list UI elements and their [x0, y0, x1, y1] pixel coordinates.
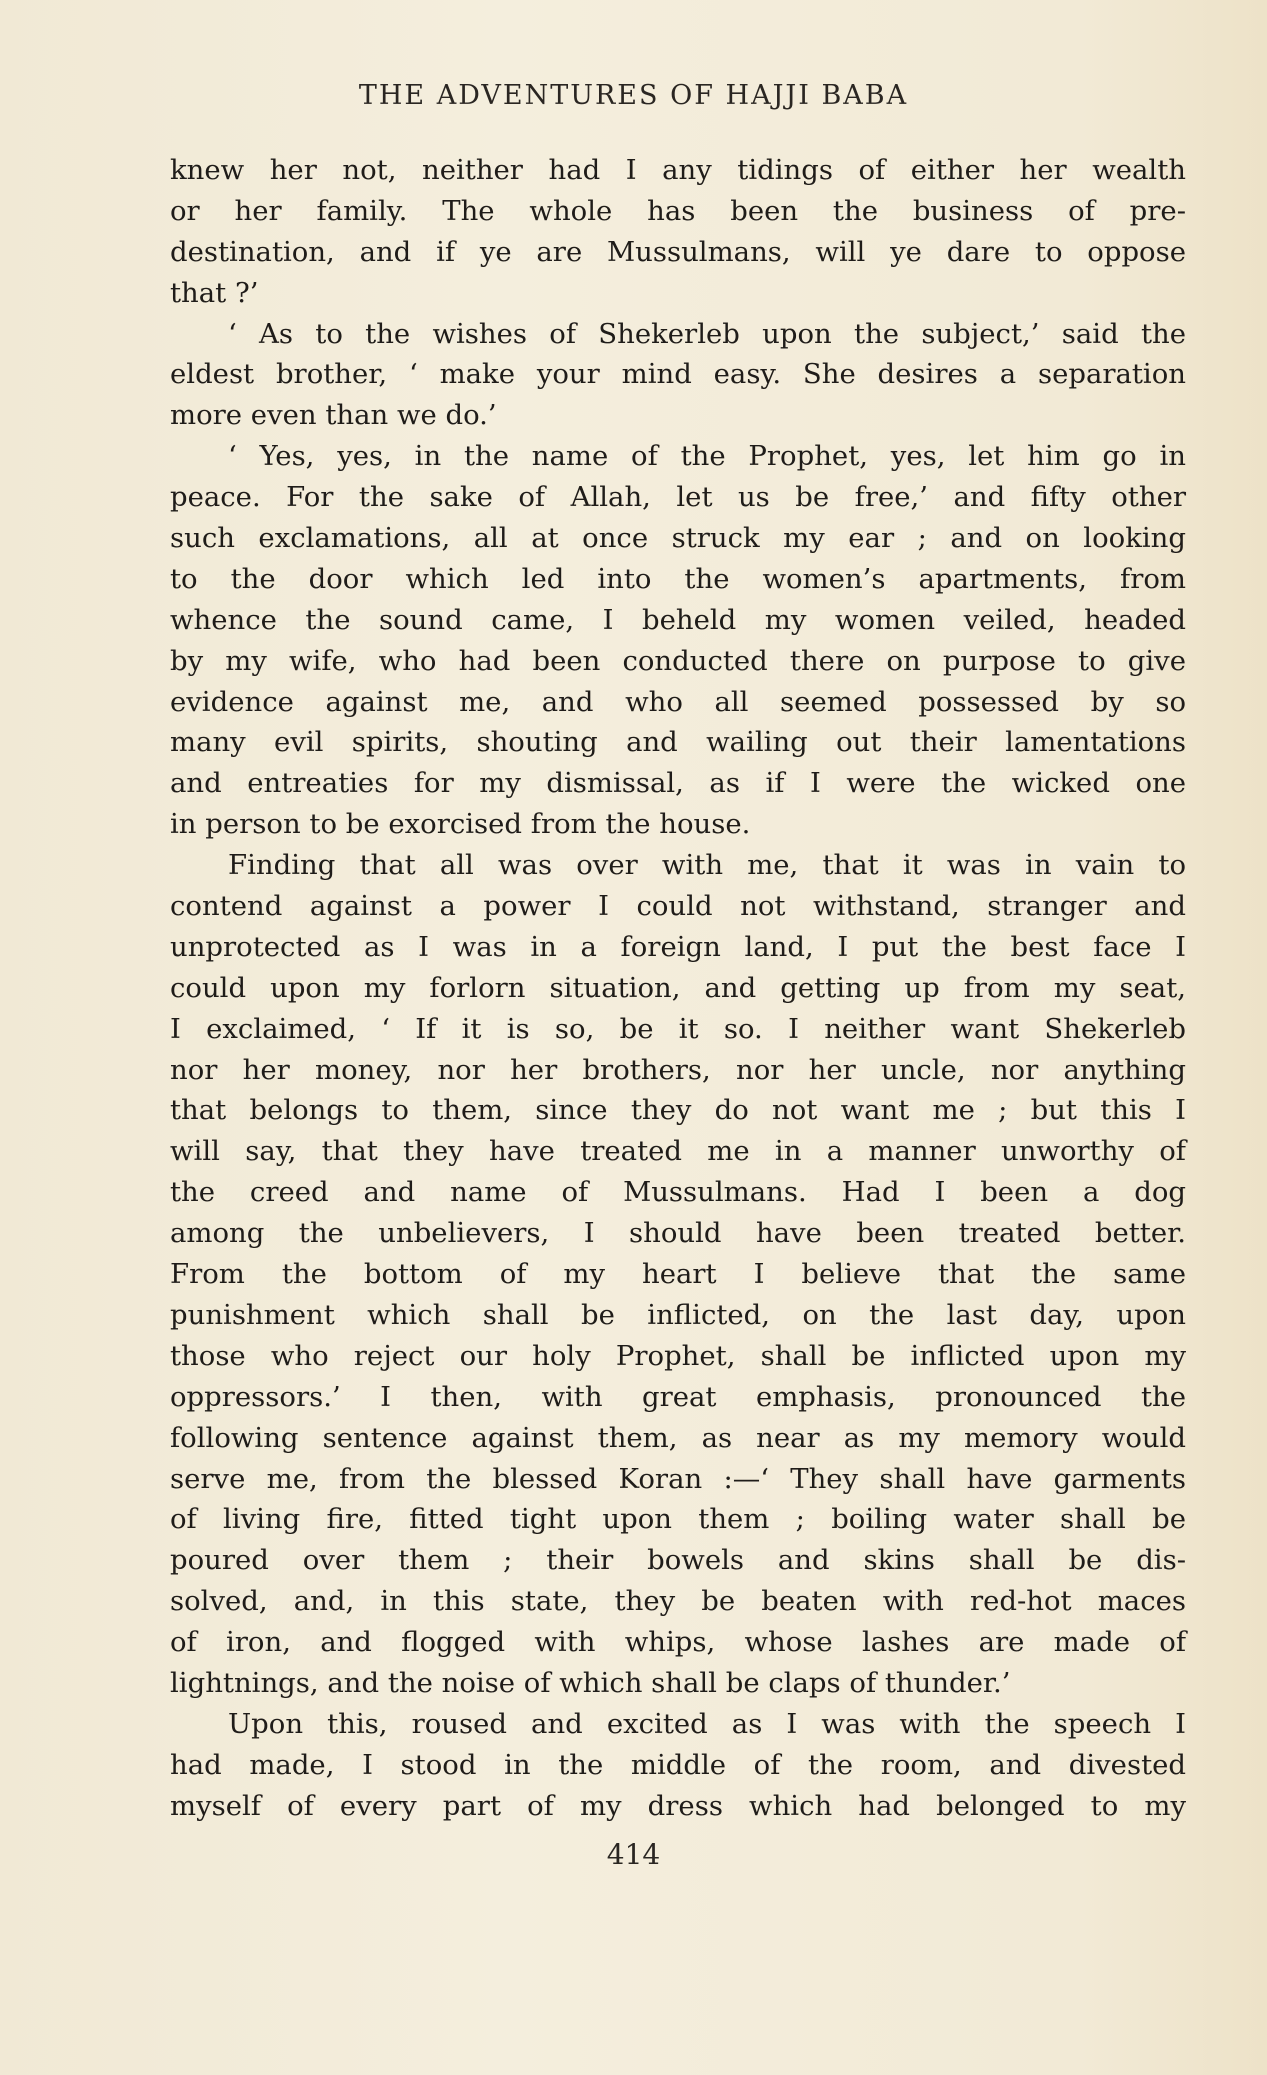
text-line: knew her not, neither had I any tidings of either her wealth — [170, 154, 1186, 186]
text-line: the creed and name of Mussulmans. Had I been a dog — [170, 1176, 1186, 1209]
text-line: of living fire, fitted tight upon them ; boiling water shall be — [170, 1503, 1186, 1536]
text-line: that belongs to them, since they do not want me ; but this I — [170, 1094, 1186, 1127]
text-line: Upon this, roused and excited as I was with the speech I — [228, 1707, 1186, 1740]
text-line: peace. For the sake of Allah, let us be free,’ and fifty other — [170, 481, 1186, 514]
text-line: punishment which shall be inflicted, on the last day, upon — [170, 1298, 1186, 1331]
text-line: to the door which led into the women’s apartments, from — [170, 562, 1186, 595]
text-line: had made, I stood in the middle of the room, and divested — [170, 1748, 1186, 1781]
text-line: destination, and if ye are Mussulmans, will ye dare to oppose — [170, 235, 1186, 268]
text-line: following sentence against them, as near as my memory would — [170, 1421, 1186, 1454]
text-line: From the bottom of my heart I believe that the same — [170, 1258, 1186, 1291]
text-line: those who reject our holy Prophet, shall be inflicted upon my — [170, 1339, 1186, 1372]
text-line: of iron, and flogged with whips, whose lashes are made of — [170, 1626, 1186, 1659]
paragraph — [170, 314, 1186, 437]
text-line: could upon my forlorn situation, and getting up from my seat, — [170, 971, 1186, 1004]
text-line: whence the sound came, I beheld my women veiled, headed — [170, 603, 1186, 636]
text-line: that ?’ — [170, 276, 259, 309]
text-line: and entreaties for my dismissal, as if I were the wicked one — [170, 767, 1186, 800]
text-line: oppressors.’ I then, with great emphasis, pronounced the — [170, 1380, 1186, 1413]
text-line: such exclamations, all at once struck my ear ; and on looking — [170, 522, 1186, 555]
text-line: more even than we do.’ — [170, 399, 497, 432]
running-head: THE ADVENTURES OF HAJJI BABA — [358, 80, 909, 111]
page-number: 414 — [606, 1838, 661, 1871]
text-line: or her family. The whole has been the business of pre- — [170, 194, 1186, 227]
text-line: by my wife, who had been conducted there on purpose to give — [170, 644, 1186, 677]
text-line: eldest brother, ‘ make your mind easy. She desires a separation — [170, 358, 1186, 391]
paragraph — [170, 1704, 1186, 1827]
text-line: solved, and, in this state, they be beaten with red-hot maces — [170, 1585, 1186, 1618]
paragraph — [170, 845, 1186, 1704]
text-line: contend against a power I could not withstand, stranger and — [170, 890, 1186, 923]
text-line: ‘ As to the wishes of Shekerleb upon the subject,’ said the — [228, 317, 1186, 350]
text-line: myself of every part of my dress which had belonged to my — [170, 1789, 1186, 1822]
text-line: Finding that all was over with me, that it was in vain to — [228, 849, 1186, 882]
text-line: nor her money, nor her brothers, nor her uncle, nor anything — [170, 1053, 1186, 1086]
text-line: among the unbelievers, I should have been treated better. — [170, 1217, 1186, 1250]
text-line: poured over them ; their bowels and skins shall be dis- — [170, 1544, 1186, 1577]
text-line: serve me, from the blessed Koran :—‘ They shall have garments — [170, 1462, 1186, 1495]
text-line: lightnings, and the noise of which shall be claps of thunder.’ — [170, 1666, 1011, 1699]
paragraph — [170, 150, 1186, 314]
text-line: many evil spirits, shouting and wailing out their lamentations — [170, 726, 1186, 759]
paragraph — [170, 436, 1186, 845]
text-line: unprotected as I was in a foreign land, I put the best face I — [170, 930, 1186, 963]
text-line: in person to be exorcised from the house. — [170, 808, 751, 841]
text-line: will say, that they have treated me in a manner unworthy of — [170, 1135, 1186, 1168]
text-line: evidence against me, and who all seemed possessed by so — [170, 685, 1186, 718]
text-line: ‘ Yes, yes, in the name of the Prophet, yes, let him go in — [228, 440, 1186, 473]
text-line: I exclaimed, ‘ If it is so, be it so. I neither want Shekerleb — [170, 1012, 1186, 1045]
body-text — [170, 150, 1186, 1827]
